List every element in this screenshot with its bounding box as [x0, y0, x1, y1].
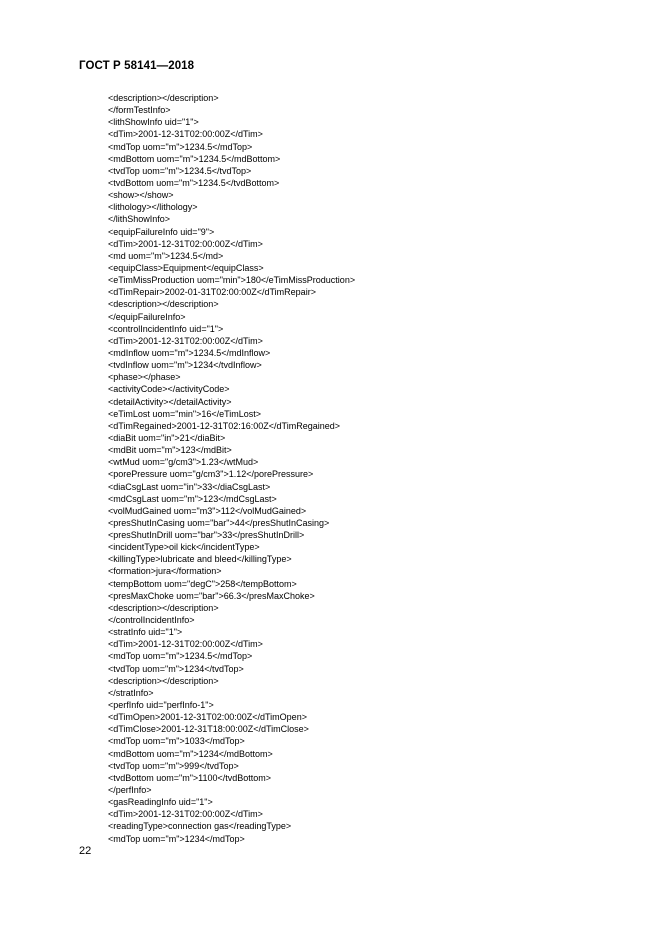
code-line: <diaBit uom="in">21</diaBit>	[108, 432, 226, 443]
code-line: </formTestInfo>	[108, 105, 171, 116]
code-line: </perfInfo>	[108, 785, 152, 796]
code-line: </stratInfo>	[108, 687, 154, 698]
code-line: <presShutInDrill uom="bar">33</presShutInDrill>	[108, 530, 305, 541]
code-line: </lithShowInfo>	[108, 214, 171, 225]
code-line: <description></description>	[108, 299, 219, 310]
code-line: <equipClass>Equipment</equipClass>	[108, 262, 264, 273]
code-line: <dTim>2001-12-31T02:00:00Z</dTim>	[108, 809, 263, 820]
code-line: <dTimRegained>2001-12-31T02:16:00Z</dTimRegained>	[108, 420, 340, 431]
code-line: <dTim>2001-12-31T02:00:00Z</dTim>	[108, 639, 263, 650]
code-line: <dTim>2001-12-31T02:00:00Z</dTim>	[108, 129, 263, 140]
code-line: <mdInflow uom="m">1234.5</mdInflow>	[108, 347, 271, 358]
code-line: <dTimOpen>2001-12-31T02:00:00Z</dTimOpen>	[108, 712, 307, 723]
code-line: <md uom="m">1234.5</md>	[108, 250, 224, 261]
code-line: <mdBottom uom="m">1234.5</mdBottom>	[108, 153, 281, 164]
code-line: <dTim>2001-12-31T02:00:00Z</dTim>	[108, 238, 263, 249]
code-line: <description></description>	[108, 93, 219, 103]
code-line: <dTimRepair>2002-01-31T02:00:00Z</dTimRepair>	[108, 287, 316, 298]
code-line: <tempBottom uom="degC">258</tempBottom>	[108, 578, 297, 589]
code-line: <stratInfo uid="1">	[108, 627, 183, 638]
code-line: <mdBit uom="m">123</mdBit>	[108, 445, 232, 456]
code-line: <lithShowInfo uid="1">	[108, 117, 199, 128]
code-line: <activityCode></activityCode>	[108, 384, 230, 395]
code-line: <presMaxChoke uom="bar">66.3</presMaxChoke>	[108, 590, 315, 601]
code-line: <controlIncidentInfo uid="1">	[108, 323, 224, 334]
code-line: <tvdBottom uom="m">1100</tvdBottom>	[108, 772, 272, 783]
page-number: 22	[79, 845, 92, 857]
code-line: </equipFailureInfo>	[108, 311, 186, 322]
code-line: <mdTop uom="m">1033</mdTop>	[108, 736, 245, 747]
code-line: </controlIncidentInfo>	[108, 615, 195, 626]
code-line: <show></show>	[108, 190, 174, 201]
page-header: ГОСТ Р 58141—2018	[79, 60, 195, 72]
code-line: <wtMud uom="g/cm3">1.23</wtMud>	[108, 457, 259, 468]
code-line: <incidentType>oil kick</incidentType>	[108, 542, 260, 553]
code-line: <gasReadingInfo uid="1">	[108, 797, 213, 808]
code-line: <perfInfo uid="perfInfo-1">	[108, 700, 214, 711]
xml-code-listing	[108, 92, 355, 845]
code-line: <presShutInCasing uom="bar">44</presShutInCasing>	[108, 517, 330, 528]
code-line: <mdBottom uom="m">1234</mdBottom>	[108, 748, 273, 759]
code-line: <dTimClose>2001-12-31T18:00:00Z</dTimClose>	[108, 724, 309, 735]
code-line: <mdTop uom="m">1234.5</mdTop>	[108, 651, 253, 662]
code-line: <volMudGained uom="m3">112</volMudGained>	[108, 505, 307, 516]
code-line: <eTimLost uom="min">16</eTimLost>	[108, 408, 262, 419]
code-line: <diaCsgLast uom="in">33</diaCsgLast>	[108, 481, 271, 492]
code-line: <phase></phase>	[108, 372, 181, 383]
code-line: <killingType>lubricate and bleed</killingType>	[108, 554, 292, 565]
code-line: <mdCsgLast uom="m">123</mdCsgLast>	[108, 493, 277, 504]
code-line: <tvdTop uom="m">1234.5</tvdTop>	[108, 165, 252, 176]
code-line: <lithology></lithology>	[108, 202, 198, 213]
code-line: <tvdTop uom="m">999</tvdTop>	[108, 760, 239, 771]
code-line: <description></description>	[108, 675, 219, 686]
code-line: <mdTop uom="m">1234</mdTop>	[108, 833, 245, 844]
code-line: <readingType>connection gas</readingType>	[108, 821, 292, 832]
code-line: <porePressure uom="g/cm3">1.12</porePressure>	[108, 469, 314, 480]
code-line: <formation>jura</formation>	[108, 566, 222, 577]
code-line: <tvdInflow uom="m">1234</tvdInflow>	[108, 360, 262, 371]
code-line: <tvdTop uom="m">1234</tvdTop>	[108, 663, 244, 674]
code-line: <tvdBottom uom="m">1234.5</tvdBottom>	[108, 177, 280, 188]
code-line: <mdTop uom="m">1234.5</mdTop>	[108, 141, 253, 152]
code-line: <detailActivity></detailActivity>	[108, 396, 232, 407]
code-line: <description></description>	[108, 602, 219, 613]
code-line: <equipFailureInfo uid="9">	[108, 226, 215, 237]
code-line: <dTim>2001-12-31T02:00:00Z</dTim>	[108, 335, 263, 346]
code-line: <eTimMissProduction uom="min">180</eTimMissProduction>	[108, 275, 356, 286]
